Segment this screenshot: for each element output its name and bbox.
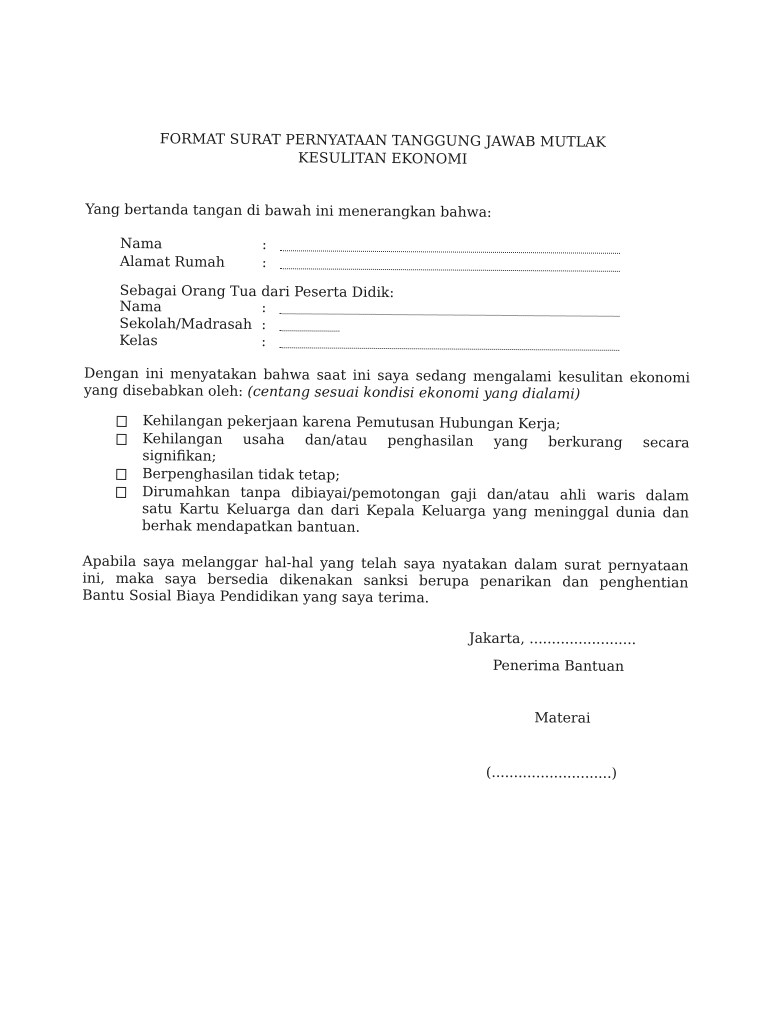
option-line: satu Kartu Keluarga dan dari Kepala Keluarga yang meninggal dunia dan xyxy=(141,501,690,522)
option-text xyxy=(142,431,689,469)
checkbox-option xyxy=(117,413,690,433)
option-line: Berpenghasilan tidak tetap; xyxy=(142,466,341,484)
field-colon: : xyxy=(261,255,267,272)
stamp-duty-label: Materai xyxy=(534,710,591,727)
option-line: berhak mendapatkan bantuan. xyxy=(141,518,361,536)
document-title-line1: FORMAT SURAT PERNYATAAN TANGGUNG JAWAB MUTLAK xyxy=(159,131,607,151)
checkbox-icon[interactable] xyxy=(116,469,126,480)
option-line: Kehilangan usaha dan/atau penghasilan yang berkurang secara xyxy=(142,431,690,452)
checkbox-icon[interactable] xyxy=(116,487,126,498)
field-nama-label: Nama xyxy=(120,235,163,253)
option-line: Kehilangan pekerjaan karena Pemutusan Hubungan Kerja; xyxy=(142,413,561,433)
field-colon: : xyxy=(261,317,267,334)
field-student-nama-blank xyxy=(280,311,620,317)
field-sekolah-blank xyxy=(279,328,339,331)
field-kelas-label: Kelas xyxy=(119,332,158,350)
parent-of-student-label: Sebagai Orang Tua dari Peserta Didik: xyxy=(119,282,395,302)
closing-line2: ini, maka saya bersedia dikenakan sanksi berupa penarikan dan penghentian xyxy=(82,570,689,592)
statement-line1: Dengan ini menyatakan bahwa saat ini saya sedang mengalami kesulitan ekonomi xyxy=(83,365,691,387)
option-line: signifikan; xyxy=(142,448,217,465)
field-alamat-rumah xyxy=(120,254,630,275)
field-kelas xyxy=(119,333,629,354)
field-colon: : xyxy=(262,237,267,254)
document-title-line2: KESULITAN EKONOMI xyxy=(298,150,468,168)
closing-paragraph xyxy=(82,554,688,610)
field-alamat-label: Alamat Rumah xyxy=(119,253,225,271)
signature-role: Penerima Bantuan xyxy=(492,657,625,675)
closing-line1: Apabila saya melanggar hal-hal yang telah saya nyatakan dalam surat pernyataan xyxy=(82,553,689,575)
field-colon: : xyxy=(261,334,267,351)
statement-paragraph xyxy=(84,366,690,405)
field-student-nama-label: Nama xyxy=(119,298,162,316)
field-alamat-blank xyxy=(280,266,620,272)
field-colon: : xyxy=(261,300,267,317)
signature-place-date: Jakarta, ........................ xyxy=(468,630,637,648)
option-line: Dirumahkan tanpa dibiayai/pemotongan gaji dan/atau ahli waris dalam xyxy=(142,484,690,505)
checkbox-icon[interactable] xyxy=(116,434,126,445)
intro-text: Yang bertanda tangan di bawah ini menerangkan bahwa: xyxy=(85,201,492,221)
field-kelas-blank xyxy=(279,345,619,351)
statement-line2-prefix: yang disebabkan oleh: xyxy=(83,382,248,400)
field-nama-blank xyxy=(280,248,620,254)
statement-line2-instruction: (centang sesuai kondisi ekonomi yang dialami) xyxy=(247,383,581,403)
checkbox-icon[interactable] xyxy=(117,416,127,427)
signature-name-placeholder: (...........................) xyxy=(485,764,618,782)
option-text xyxy=(142,484,689,539)
field-sekolah-label: Sekolah/Madrasah xyxy=(119,315,253,333)
closing-line3: Bantu Sosial Biaya Pendidikan yang saya terima. xyxy=(82,587,430,607)
